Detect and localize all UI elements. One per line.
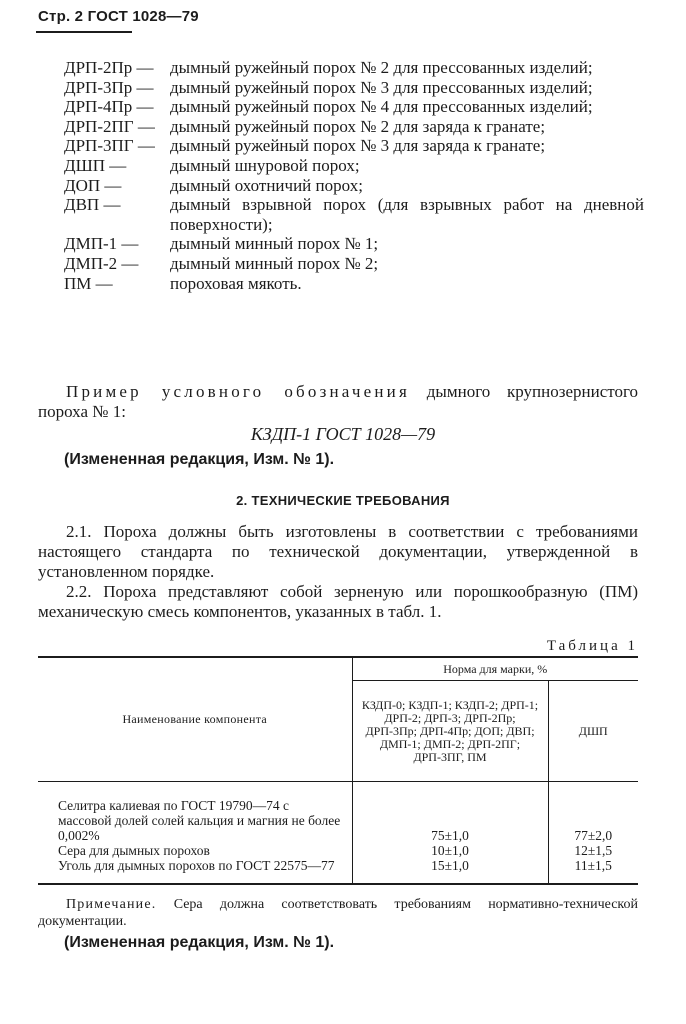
definition-description: дымный минный порох № 1; <box>170 234 379 254</box>
grades-value: 75±1,0 <box>352 782 548 844</box>
definition-code: ДМП-1 — <box>64 234 139 254</box>
definition-item <box>64 117 644 137</box>
definition-description: дымный ружейный порох № 2 для прессованных изделий; <box>170 58 593 77</box>
definition-code: ДРП-2Пр — <box>64 58 154 77</box>
definition-code: ДВП — <box>64 195 121 215</box>
paragraph-2-1: 2.1. Пороха должны быть изготовлены в соответствии с требованиями настоящего стандарта по технической документации, утвержденной в установленном порядке. <box>38 522 638 581</box>
definition-item <box>64 78 644 98</box>
definition-item <box>64 156 644 176</box>
definition-item <box>64 176 644 196</box>
paragraph-2-2: 2.2. Пороха представляют собой зерненую или порошкообразную (ПМ) механическую смесь компонентов, указанных в табл. 1. <box>38 582 638 621</box>
designation-example: КЗДП-1 ГОСТ 1028—79 <box>250 424 436 444</box>
definition-description: дымный взрывной порох (для взрывных работ на дневной поверхности); <box>170 195 644 234</box>
definitions-list <box>64 58 644 293</box>
table-note <box>38 896 638 930</box>
component-name: Селитра калиевая по ГОСТ 19790—74 с массовой долей солей кальция и магния не более 0,002% <box>58 798 341 843</box>
definition-code: ДРП-2ПГ — <box>64 116 155 136</box>
section-title: 2. ТЕХНИЧЕСКИЕ ТРЕБОВАНИЯ <box>236 493 450 508</box>
note-text: Сера должна соответствовать требованиям нормативно-технической документации. <box>38 897 638 929</box>
designation-example-text <box>38 382 638 422</box>
component-name: Сера для дымных порохов <box>58 843 210 858</box>
definition-description: дымный ружейный порох № 4 для прессованных изделий; <box>170 97 593 117</box>
definition-code: ДРП-4Пр — <box>64 97 154 117</box>
dshp-value: 11±1,5 <box>548 858 638 884</box>
definition-description: дымный ружейный порох № 2 для заряда к гранате; <box>170 116 546 136</box>
header-norm: Норма для марки, % <box>352 657 638 681</box>
header-underline <box>36 31 132 33</box>
definition-item <box>64 97 644 117</box>
note-label: Примечание. <box>66 897 157 912</box>
definition-code: ДРП-3Пр — <box>64 77 154 97</box>
definition-description: дымный ружейный порох № 3 для прессованных изделий; <box>170 77 593 97</box>
definition-item <box>64 234 644 254</box>
definition-item <box>64 58 644 78</box>
definition-code: ДРП-3ПГ — <box>64 136 155 156</box>
components-table <box>38 656 638 885</box>
dshp-value: 12±1,5 <box>548 843 638 858</box>
definition-item <box>64 136 644 156</box>
table-row <box>38 782 638 844</box>
definition-description: дымный шнуровой порох; <box>170 155 360 175</box>
example-lead: Пример условного обозначения <box>66 382 410 401</box>
definition-code: ПМ — <box>64 273 113 293</box>
table-caption: Таблица 1 <box>546 638 638 654</box>
table-row <box>38 843 638 858</box>
page-header: Стр. 2 ГОСТ 1028—79 <box>38 8 199 25</box>
definition-item <box>64 274 644 294</box>
edition-note: (Измененная редакция, Изм. № 1). <box>64 451 335 468</box>
definition-description: дымный охотничий порох; <box>170 175 363 195</box>
table-row <box>38 858 638 884</box>
definition-code: ДШП — <box>64 155 127 175</box>
dshp-value: 77±2,0 <box>548 782 638 844</box>
header-grades: КЗДП-0; КЗДП-1; КЗДП-2; ДРП-1; ДРП-2; ДРП-3; ДРП-2Пр; ДРП-3Пр; ДРП-4Пр; ДОП; ДВП; ДМП-1; ДМП-2; ДРП-2ПГ; ДРП-3ПГ, ПМ <box>352 681 548 782</box>
grades-value: 15±1,0 <box>352 858 548 884</box>
definition-code: ДМП-2 — <box>64 253 139 273</box>
definition-description: дымный минный порох № 2; <box>170 253 379 273</box>
definition-item <box>64 254 644 274</box>
example-rest: дымного крупнозернистого пороха № 1: <box>38 382 639 421</box>
component-name: Уголь для дымных порохов по ГОСТ 22575—77 <box>38 858 352 884</box>
definition-code: ДОП — <box>64 175 122 195</box>
definition-description: пороховая мякоть. <box>170 273 302 293</box>
grades-value: 10±1,0 <box>352 843 548 858</box>
edition-note: (Измененная редакция, Изм. № 1). <box>64 934 335 951</box>
definition-item <box>64 195 644 234</box>
header-component-name: Наименование компонента <box>38 657 352 782</box>
definition-description: дымный ружейный порох № 3 для заряда к гранате; <box>170 136 546 156</box>
header-dshp: ДШП <box>548 681 638 782</box>
